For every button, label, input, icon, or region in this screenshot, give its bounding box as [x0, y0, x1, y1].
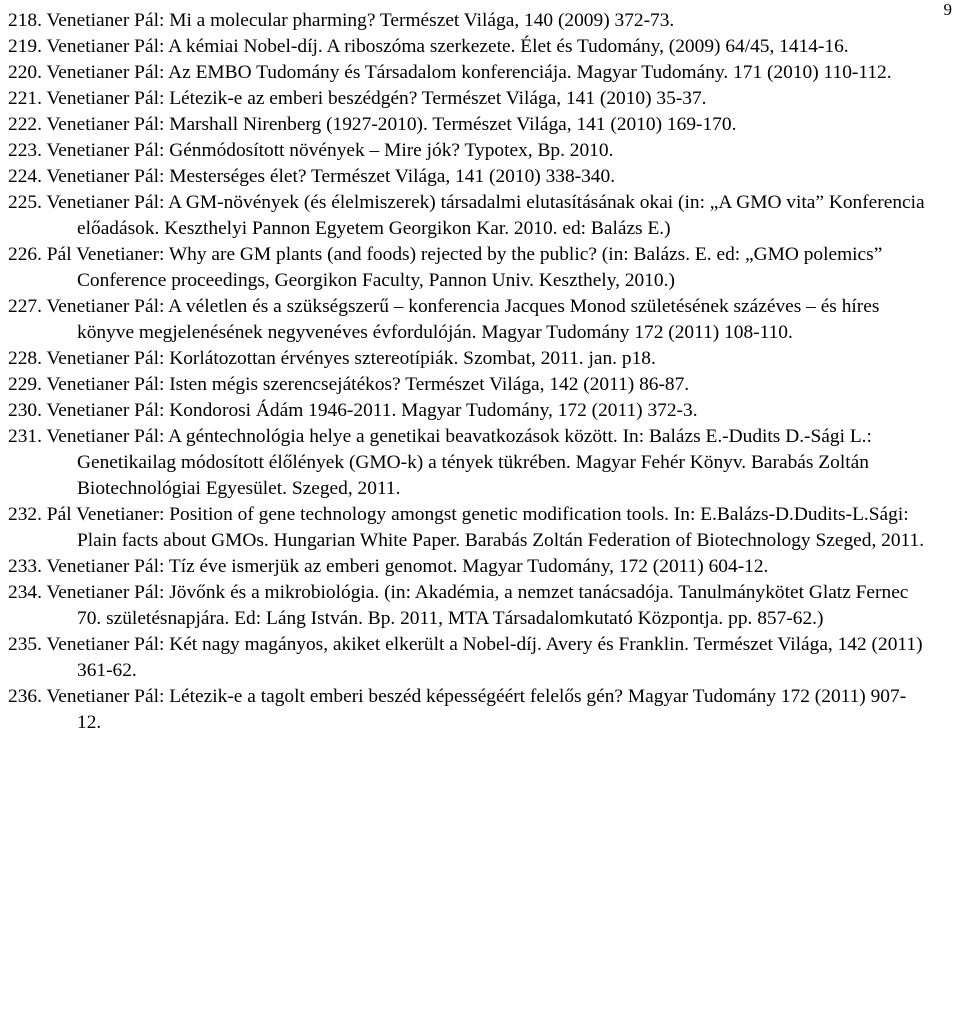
reference-number: 229.: [8, 374, 42, 395]
reference-number: 231.: [8, 426, 42, 447]
reference-item: [8, 164, 928, 190]
reference-item: [8, 190, 928, 242]
reference-text: Venetianer Pál: Marshall Nirenberg (1927-2010). Természet Világa, 141 (2010) 169-170.: [46, 114, 737, 135]
reference-number: 232.: [8, 504, 42, 525]
reference-item: [8, 554, 928, 580]
reference-number: 230.: [8, 400, 42, 421]
reference-text: Venetianer Pál: Két nagy magányos, akiket elkerült a Nobel-díj. Avery és Franklin. Természet Világa, 142 (2011) 361-62.: [46, 634, 923, 681]
reference-text: Venetianer Pál: Mi a molecular pharming? Természet Világa, 140 (2009) 372-73.: [46, 10, 675, 31]
reference-item: [8, 580, 928, 632]
reference-text: Venetianer Pál: Mesterséges élet? Természet Világa, 141 (2010) 338-340.: [46, 166, 616, 187]
reference-number: 235.: [8, 634, 42, 655]
reference-number: 221.: [8, 88, 42, 109]
reference-text: Venetianer Pál: Tíz éve ismerjük az emberi genomot. Magyar Tudomány, 172 (2011) 604-12.: [46, 556, 769, 577]
reference-number: 233.: [8, 556, 42, 577]
reference-item: [8, 8, 928, 34]
reference-number: 218.: [8, 10, 42, 31]
reference-number: 224.: [8, 166, 42, 187]
reference-text: Venetianer Pál: Létezik-e a tagolt emberi beszéd képességéért felelős gén? Magyar Tudomány 172 (2011) 907-12.: [46, 686, 907, 733]
reference-item: [8, 398, 928, 424]
reference-item: [8, 138, 928, 164]
reference-text: Pál Venetianer: Why are GM plants (and foods) rejected by the public? (in: Balázs. E. ed: „GMO polemics” Conference proceedings, Georgikon Faculty, Pannon Univ. Keszthely, 2010.): [46, 244, 883, 291]
reference-item: [8, 112, 928, 138]
page-number: 9: [943, 0, 952, 19]
reference-number: 227.: [8, 296, 42, 317]
reference-text: Venetianer Pál: Létezik-e az emberi beszédgén? Természet Világa, 141 (2010) 35-37.: [46, 88, 707, 109]
reference-text: Venetianer Pál: A géntechnológia helye a genetikai beavatkozások között. In: Balázs E.-Dudits D.-Sági L.: Genetikailag módosított élőlények (GMO-k) a tények tükrében. Magyar Fehér Könyv. Barabás Zoltán Biotechnológiai Egyesület. Szeged, 2011.: [46, 426, 872, 499]
reference-list: [8, 8, 928, 736]
reference-text: Venetianer Pál: A véletlen és a szükségszerű – konferencia Jacques Monod születésének százéves – és híres könyve megjelenésének negyvenéves évfordulóján. Magyar Tudomány 172 (2011) 108-110.: [46, 296, 880, 343]
reference-text: Pál Venetianer: Position of gene technology amongst genetic modification tools. In: E.Balázs-D.Dudits-L.Sági: Plain facts about GMOs. Hungarian White Paper. Barabás Zoltán Federation of Biotechnology Szeged, 2011.: [46, 504, 925, 551]
reference-number: 219.: [8, 36, 42, 57]
reference-number: 236.: [8, 686, 42, 707]
reference-number: 234.: [8, 582, 42, 603]
reference-item: [8, 242, 928, 294]
reference-number: 220.: [8, 62, 42, 83]
reference-item: [8, 684, 928, 736]
reference-number: 225.: [8, 192, 42, 213]
reference-number: 223.: [8, 140, 42, 161]
reference-text: Venetianer Pál: A GM-növények (és élelmiszerek) társadalmi elutasításának okai (in: „A GMO vita” Konferencia előadások. Keszthelyi Pannon Egyetem Georgikon Kar. 2010. ed: Balázs E.): [46, 192, 925, 239]
reference-text: Venetianer Pál: Génmódosított növények – Mire jók? Typotex, Bp. 2010.: [46, 140, 614, 161]
reference-number: 226.: [8, 244, 42, 265]
reference-number: 222.: [8, 114, 42, 135]
reference-item: [8, 34, 928, 60]
reference-item: [8, 502, 928, 554]
reference-item: [8, 372, 928, 398]
reference-text: Venetianer Pál: Korlátozottan érvényes sztereotípiák. Szombat, 2011. jan. p18.: [46, 348, 656, 369]
reference-item: [8, 424, 928, 502]
reference-item: [8, 60, 928, 86]
reference-item: [8, 632, 928, 684]
reference-text: Venetianer Pál: Kondorosi Ádám 1946-2011. Magyar Tudomány, 172 (2011) 372-3.: [46, 400, 698, 421]
reference-number: 228.: [8, 348, 42, 369]
reference-item: [8, 294, 928, 346]
reference-text: Venetianer Pál: Az EMBO Tudomány és Társadalom konferenciája. Magyar Tudomány. 171 (2010) 110-112.: [46, 62, 892, 83]
reference-text: Venetianer Pál: Isten mégis szerencsejátékos? Természet Világa, 142 (2011) 86-87.: [46, 374, 690, 395]
reference-item: [8, 346, 928, 372]
reference-text: Venetianer Pál: Jövőnk és a mikrobiológia. (in: Akadémia, a nemzet tanácsadója. Tanulmánykötet Glatz Fernec 70. születésnapjára. Ed: Láng István. Bp. 2011, MTA Társadalomkutató Központja. pp. 857-62.): [46, 582, 909, 629]
reference-item: [8, 86, 928, 112]
reference-text: Venetianer Pál: A kémiai Nobel-díj. A riboszóma szerkezete. Élet és Tudomány, (2009) 64/45, 1414-16.: [46, 36, 849, 57]
